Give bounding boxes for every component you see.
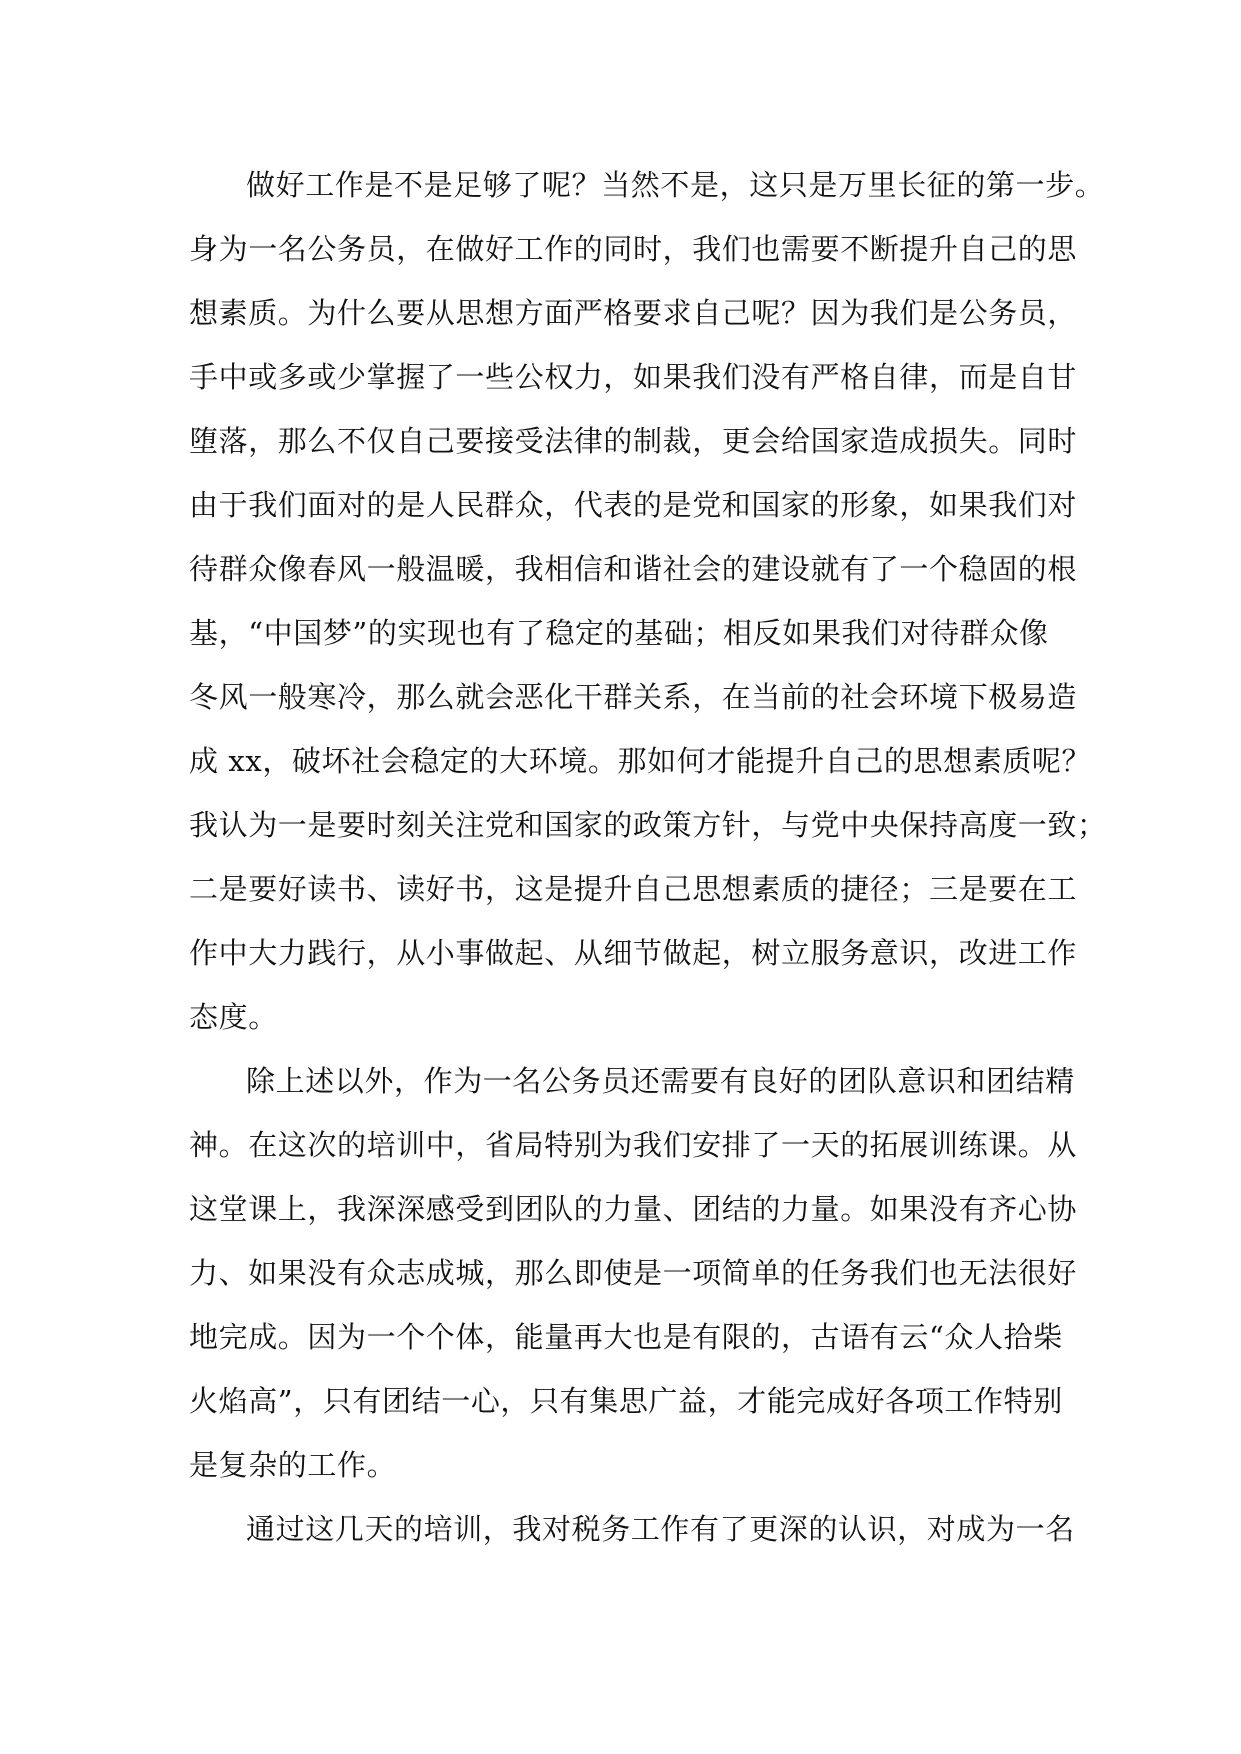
text-line: 地完成。因为一个个体，能量再大也是有限的，古语有云“众人拾柴 (189, 1320, 1063, 1354)
text-line: 力、如果没有众志成城，那么即使是一项简单的任务我们也无法很好 (189, 1256, 1078, 1290)
text-line: 态度。 (189, 1000, 278, 1034)
text-line: 神。在这次的培训中，省局特别为我们安排了一天的拓展训练课。从 (189, 1128, 1078, 1162)
text-line: 待群众像春风一般温暖，我相信和谐社会的建设就有了一个稳固的根 (189, 552, 1078, 586)
text-line: 做好工作是不是足够了呢？当然不是，这只是万里长征的第一步。 (246, 168, 1105, 202)
text-line: 由于我们面对的是人民群众，代表的是党和国家的形象，如果我们对 (189, 488, 1078, 522)
text-line: 想素质。为什么要从思想方面严格要求自己呢？因为我们是公务员， (189, 296, 1078, 330)
text-line: 堕落，那么不仅自己要接受法律的制裁，更会给国家造成损失。同时 (189, 424, 1078, 458)
text-line: 这堂课上，我深深感受到团队的力量、团结的力量。如果没有齐心协 (189, 1192, 1078, 1226)
text-line: 手中或多或少掌握了一些公权力，如果我们没有严格自律，而是自甘 (189, 360, 1078, 394)
text-line: 作中大力践行，从小事做起、从细节做起，树立服务意识，改进工作 (189, 936, 1078, 970)
text-line: 通过这几天的培训，我对税务工作有了更深的认识，对成为一名 (246, 1512, 1075, 1546)
text-line: 身为一名公务员，在做好工作的同时，我们也需要不断提升自己的思 (189, 232, 1078, 266)
text-line: 我认为一是要时刻关注党和国家的政策方针，与党中央保持高度一致； (189, 808, 1107, 842)
text-line: 除上述以外，作为一名公务员还需要有良好的团队意识和团结精 (246, 1064, 1075, 1098)
text-line: 火焰高”，只有团结一心，只有集思广益，才能完成好各项工作特别 (189, 1384, 1063, 1418)
text-line: 冬风一般寒冷，那么就会恶化干群关系，在当前的社会环境下极易造 (189, 680, 1078, 714)
text-line: 成 xx，破坏社会稳定的大环境。那如何才能提升自己的思想素质呢？ (189, 744, 1092, 778)
text-line: 基，“中国梦”的实现也有了稳定的基础；相反如果我们对待群众像 (189, 616, 1049, 650)
text-line: 二是要好读书、读好书，这是提升自己思想素质的捷径；三是要在工 (189, 872, 1078, 906)
text-line: 是复杂的工作。 (189, 1448, 397, 1482)
